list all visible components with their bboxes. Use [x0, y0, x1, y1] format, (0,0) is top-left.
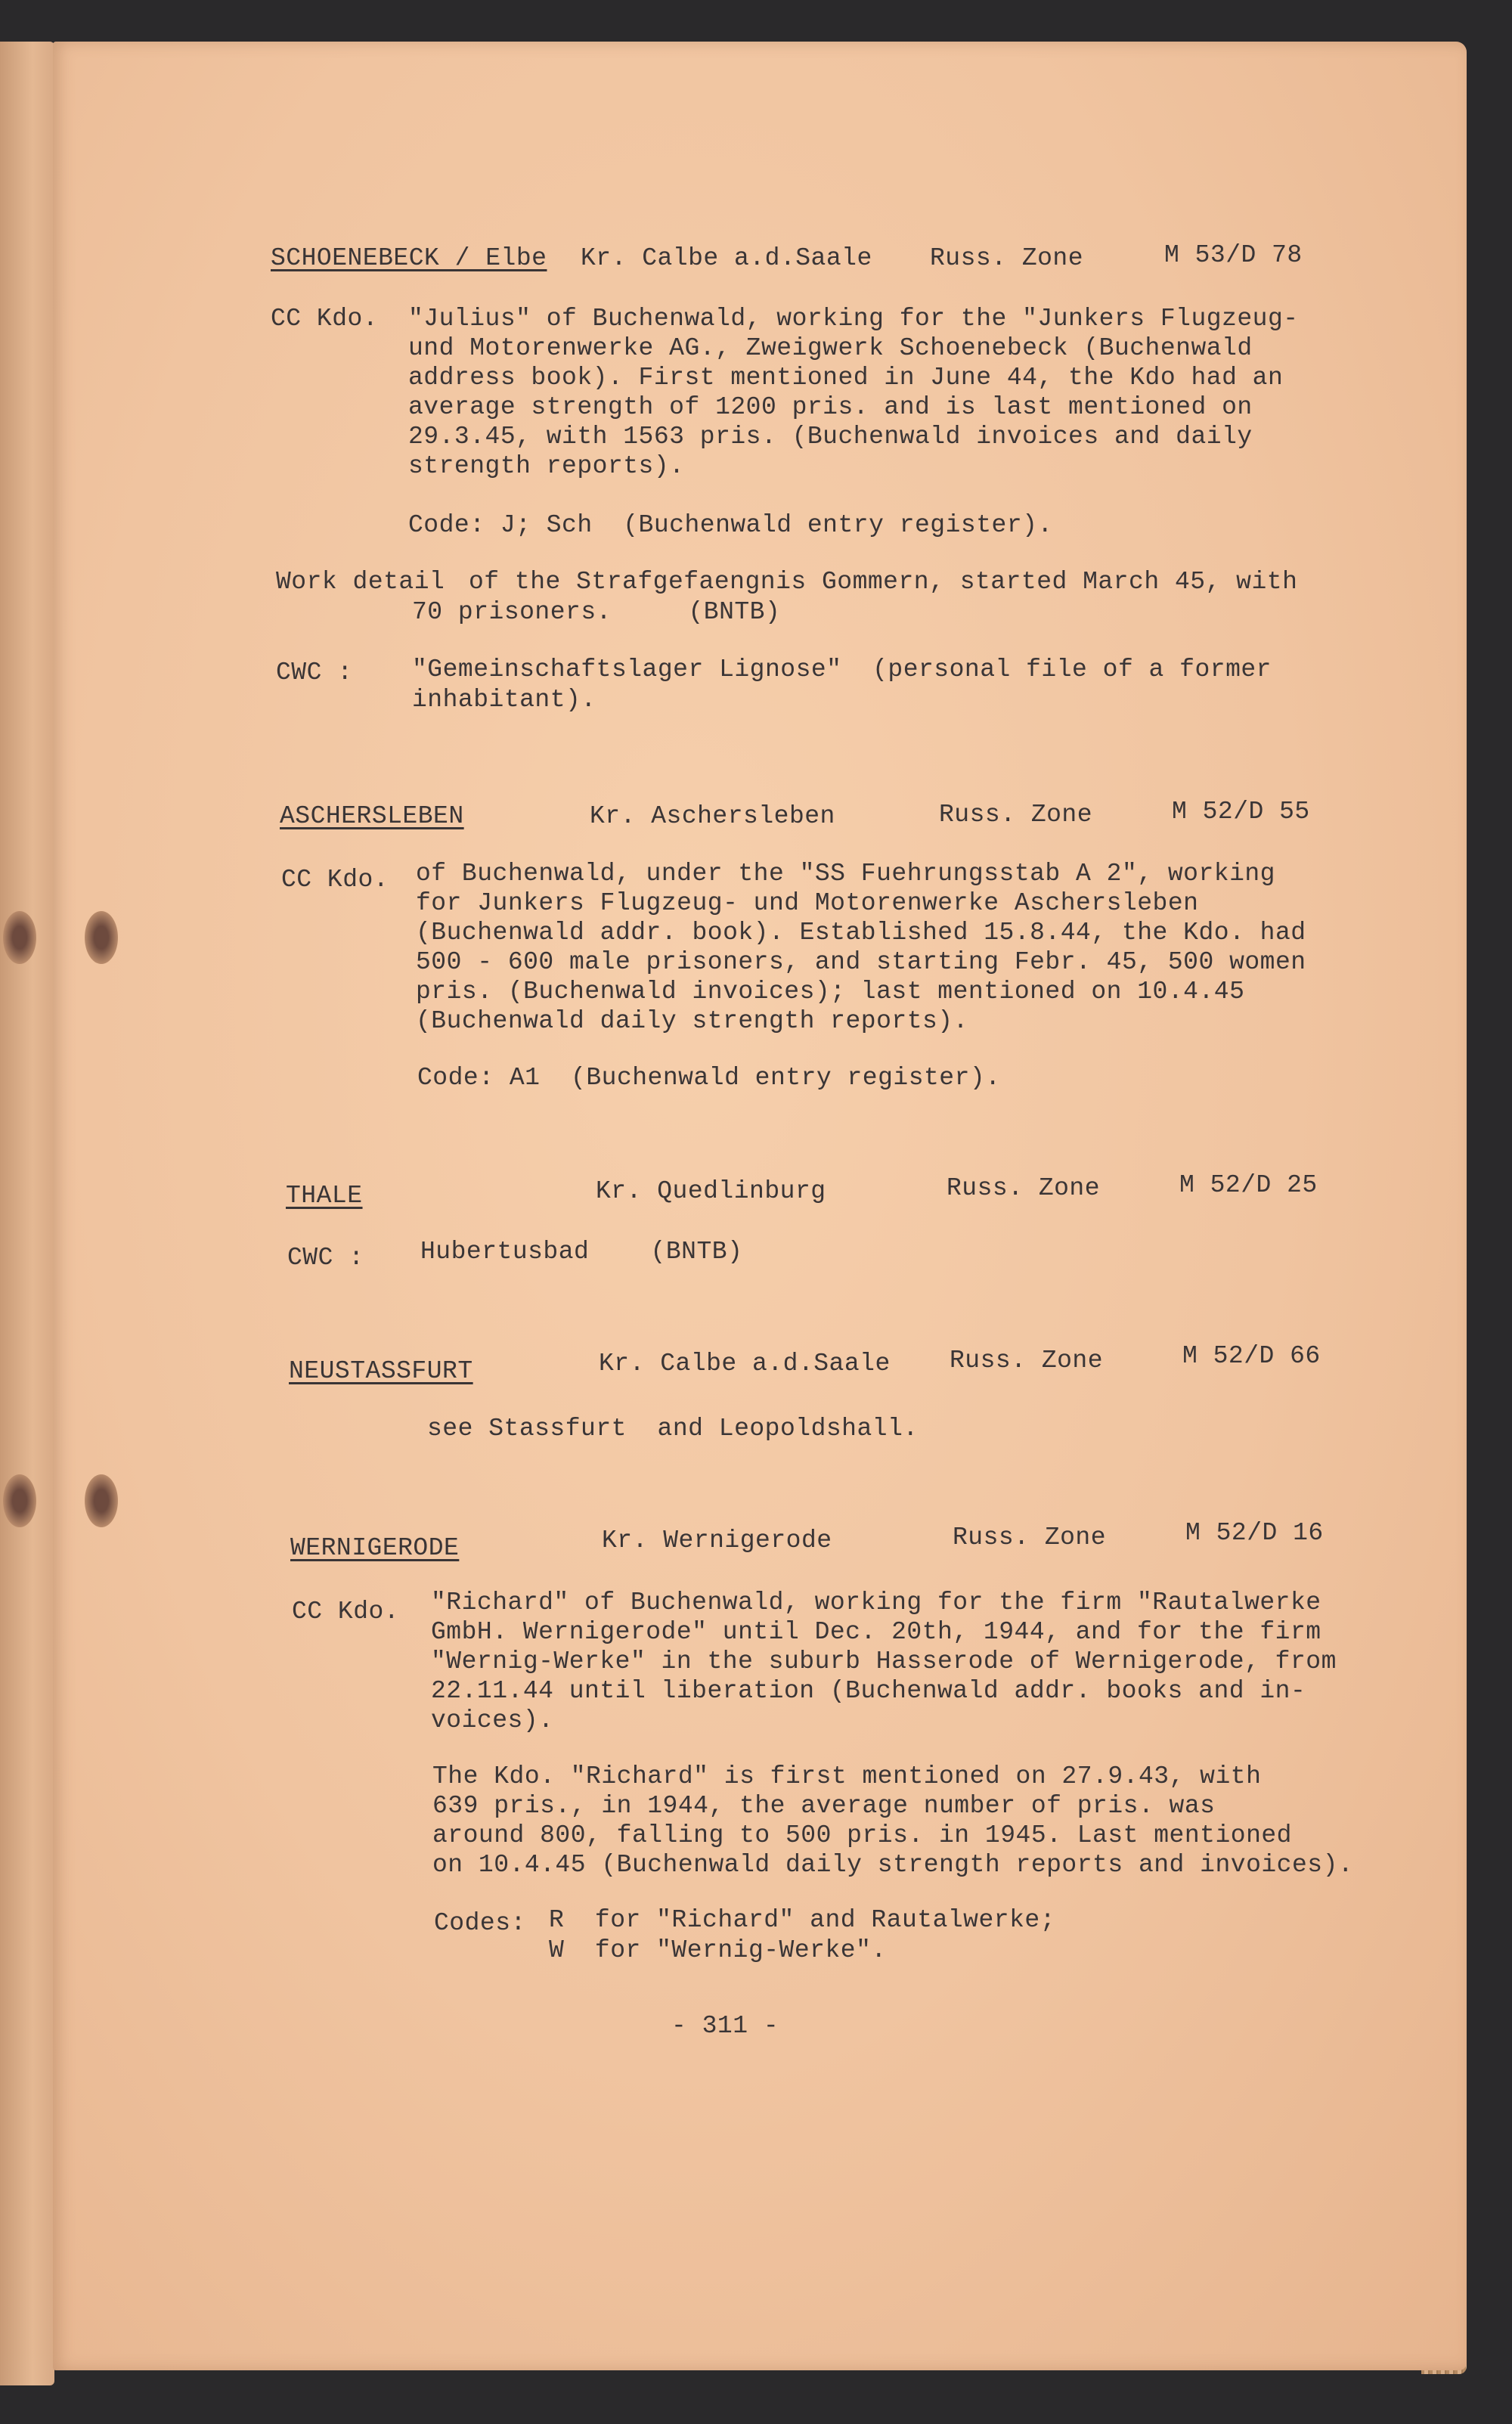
cc-line: GmbH. Wernigerode" until Dec. 20th, 1944, and for the firm — [431, 1618, 1321, 1646]
paragraph-line: 639 pris., in 1944, the average number of pris. was — [432, 1792, 1216, 1820]
zone: Russ. Zone — [950, 1347, 1104, 1375]
cc-label: CC Kdo. — [281, 866, 389, 894]
district: Kr. Calbe a.d.Saale — [599, 1350, 891, 1378]
code-r: R for "Richard" and Rautalwerke; — [549, 1906, 1056, 1934]
cc-line: (Buchenwald daily strength reports). — [416, 1007, 968, 1035]
map-reference: M 53/D 78 — [1164, 241, 1303, 269]
facing-page-edge — [0, 42, 54, 2385]
punch-hole — [3, 911, 36, 964]
cc-line: average strength of 1200 pris. and is last mentioned on — [408, 393, 1253, 421]
code-line: Code: A1 (Buchenwald entry register). — [417, 1064, 1001, 1092]
punch-hole — [85, 911, 118, 964]
cc-line: "Wernig-Werke" in the suburb Hasserode of Wernigerode, from — [431, 1648, 1337, 1675]
place-name: THALE — [286, 1182, 363, 1210]
code-line: Code: J; Sch (Buchenwald entry register). — [408, 511, 1053, 539]
cc-line: 29.3.45, with 1563 pris. (Buchenwald invoices and daily — [408, 423, 1253, 451]
cwc-label: CWC : — [287, 1244, 364, 1272]
cc-line: for Junkers Flugzeug- und Motorenwerke Aschersleben — [416, 889, 1199, 917]
punch-hole — [3, 1474, 36, 1527]
zone: Russ. Zone — [953, 1524, 1107, 1551]
cc-line: "Julius" of Buchenwald, working for the "Junkers Flugzeug- — [408, 305, 1299, 333]
cwc-line: inhabitant). — [412, 686, 596, 714]
cc-line: voices). — [431, 1706, 554, 1734]
cwc-label: CWC : — [276, 659, 353, 687]
place-name: SCHOENEBECK / Elbe — [271, 244, 547, 272]
cc-line: "Richard" of Buchenwald, working for the firm "Rautalwerke — [431, 1589, 1321, 1617]
map-reference: M 52/D 66 — [1182, 1342, 1321, 1370]
map-reference: M 52/D 25 — [1179, 1171, 1318, 1199]
cc-label: CC Kdo. — [271, 305, 379, 333]
work-detail-line: 70 prisoners. (BNTB) — [412, 598, 781, 626]
paragraph-line: The Kdo. "Richard" is first mentioned on 27.9.43, with — [432, 1762, 1262, 1790]
place-name: ASCHERSLEBEN — [280, 802, 464, 830]
map-reference: M 52/D 16 — [1185, 1519, 1324, 1547]
work-detail-line: of the Strafgefaengnis Gommern, started March 45, with — [469, 568, 1298, 596]
cc-line: strength reports). — [408, 452, 685, 480]
cc-line: 500 - 600 male prisoners, and starting Febr. 45, 500 women — [416, 948, 1306, 976]
cc-line: pris. (Buchenwald invoices); last mentioned on 10.4.45 — [416, 978, 1245, 1006]
page-number: - 311 - — [671, 2012, 779, 2040]
cc-label: CC Kdo. — [292, 1598, 400, 1626]
punch-hole — [85, 1474, 118, 1527]
place-name: NEUSTASSFURT — [289, 1357, 473, 1385]
cwc-line: "Gemeinschaftslager Lignose" (personal file of a former — [412, 656, 1272, 683]
cc-line: of Buchenwald, under the "SS Fuehrungsstab A 2", working — [416, 860, 1275, 888]
cc-line: und Motorenwerke AG., Zweigwerk Schoenebeck (Buchenwald — [408, 334, 1253, 362]
zone: Russ. Zone — [947, 1174, 1101, 1202]
district: Kr. Aschersleben — [590, 802, 835, 830]
codes-label: Codes: — [434, 1909, 526, 1937]
paragraph-line: around 800, falling to 500 pris. in 1945. Last mentioned — [432, 1821, 1292, 1849]
cc-line: (Buchenwald addr. book). Established 15.8.44, the Kdo. had — [416, 919, 1306, 947]
paragraph-line: on 10.4.45 (Buchenwald daily strength reports and invoices). — [432, 1851, 1354, 1879]
place-name: WERNIGERODE — [290, 1534, 460, 1562]
district: Kr. Wernigerode — [602, 1527, 832, 1555]
district: Kr. Quedlinburg — [596, 1177, 826, 1205]
cc-line: address book). First mentioned in June 44, the Kdo had an — [408, 364, 1284, 392]
map-reference: M 52/D 55 — [1172, 798, 1310, 826]
zone: Russ. Zone — [939, 801, 1093, 829]
cwc-line: Hubertusbad (BNTB) — [420, 1238, 743, 1266]
cc-line: 22.11.44 until liberation (Buchenwald addr. books and in- — [431, 1677, 1306, 1705]
see-reference: see Stassfurt and Leopoldshall. — [427, 1415, 919, 1443]
work-detail-label: Work detail — [276, 568, 445, 596]
zone: Russ. Zone — [930, 244, 1084, 272]
district: Kr. Calbe a.d.Saale — [581, 244, 872, 272]
code-w: W for "Wernig-Werke". — [549, 1936, 887, 1964]
